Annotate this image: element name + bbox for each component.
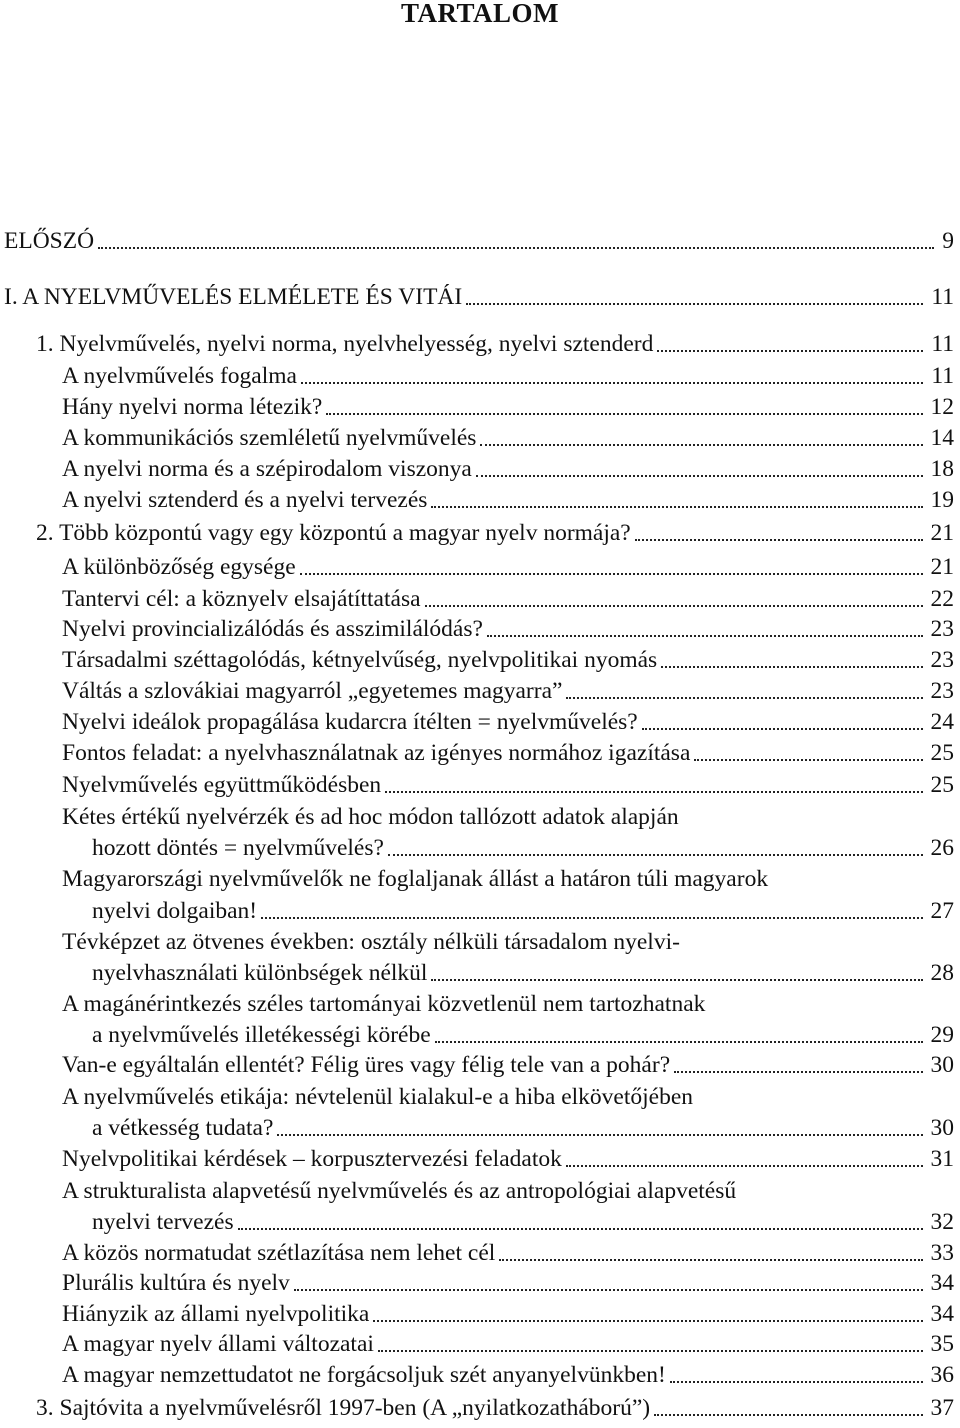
toc-dot-leader — [300, 573, 923, 575]
toc-dot-leader — [657, 350, 923, 352]
toc-dot-leader — [499, 1259, 923, 1261]
toc-dot-leader — [425, 605, 923, 607]
toc-dot-leader — [674, 1071, 923, 1073]
toc-entry — [0, 1238, 960, 1269]
toc-entry-title: A magánérintkezés széles tartományai közvetlenül nem tartozhatnak — [62, 989, 707, 1020]
toc-entry — [0, 802, 960, 833]
toc-entry-title: 1. Nyelvművelés, nyelvi norma, nyelvhelyesség, nyelvi sztenderd — [36, 329, 655, 360]
toc-entry-title: ELŐSZÓ — [4, 226, 96, 257]
toc-dot-leader — [373, 1320, 923, 1322]
toc-entry-page-number: 26 — [927, 833, 955, 864]
toc-entry — [0, 226, 960, 257]
toc-entry — [0, 361, 960, 392]
toc-entry-page-number: 21 — [927, 518, 955, 549]
toc-entry-page-number: 24 — [927, 707, 955, 738]
toc-entry-page-number: 27 — [927, 896, 955, 927]
toc-dot-leader — [277, 1134, 923, 1136]
toc-entry — [0, 1144, 960, 1175]
toc-entry-title: a vétkesség tudata? — [92, 1113, 275, 1144]
toc-entry-title: A kommunikációs szemléletű nyelvművelés — [62, 423, 478, 454]
toc-entry-title: I. A NYELVMŰVELÉS ELMÉLETE ÉS VITÁI — [4, 282, 464, 313]
toc-entry-title: A strukturalista alapvetésű nyelvművelés és az antropológiai alapvetésű — [62, 1176, 738, 1207]
toc-dot-leader — [566, 1165, 923, 1167]
toc-entry — [0, 1207, 960, 1238]
toc-entry-title: A nyelvművelés etikája: névtelenül kialakul-e a hiba elkövetőjében — [62, 1082, 695, 1113]
toc-entry-page-number: 31 — [927, 1144, 955, 1175]
toc-entry-title: A magyar nyelv állami változatai — [62, 1329, 376, 1360]
toc-entry-title: Nyelvpolitikai kérdések – korpusztervezési feladatok — [62, 1144, 564, 1175]
toc-entry — [0, 738, 960, 769]
toc-entry — [0, 1113, 960, 1144]
toc-entry-page-number: 34 — [927, 1299, 955, 1330]
toc-dot-leader — [566, 697, 923, 699]
toc-entry-title: Nyelvművelés együttműködésben — [62, 770, 383, 801]
toc-entry-page-number: 18 — [927, 454, 955, 485]
toc-entry-page-number: 19 — [927, 485, 955, 516]
toc-dot-leader — [431, 506, 923, 508]
toc-entry — [0, 989, 960, 1020]
toc-entry-page-number: 37 — [927, 1393, 955, 1424]
toc-entry — [0, 1329, 960, 1360]
toc-dot-leader — [654, 1414, 923, 1416]
toc-entry — [0, 1082, 960, 1113]
toc-dot-leader — [98, 247, 934, 249]
toc-entry-title: Magyarországi nyelvművelők ne foglaljanak állást a határon túli magyarok — [62, 864, 770, 895]
toc-entry-title: nyelvi tervezés — [92, 1207, 236, 1238]
toc-entry-title: Kétes értékű nyelvérzék és ad hoc módon tallózott adatok alapján — [62, 802, 681, 833]
toc-entry — [0, 958, 960, 989]
toc-dot-leader — [238, 1228, 923, 1230]
toc-entry — [0, 864, 960, 895]
toc-entry-page-number: 32 — [927, 1207, 955, 1238]
toc-dot-leader — [326, 413, 923, 415]
toc-entry-title: Hány nyelvi norma létezik? — [62, 392, 324, 423]
toc-entry — [0, 1176, 960, 1207]
toc-entry-title: Van-e egyáltalán ellentét? Félig üres vagy félig tele van a pohár? — [62, 1050, 672, 1081]
toc-entry — [0, 1393, 960, 1424]
toc-dot-leader — [635, 539, 923, 541]
toc-entry — [0, 614, 960, 645]
toc-dot-leader — [435, 1041, 923, 1043]
toc-entry-page-number: 25 — [927, 770, 955, 801]
toc-entry-page-number: 11 — [927, 361, 954, 392]
toc-entry — [0, 676, 960, 707]
toc-entry — [0, 1299, 960, 1330]
toc-entry-page-number: 25 — [927, 738, 955, 769]
toc-entry — [0, 833, 960, 864]
toc-entry-page-number: 12 — [927, 392, 955, 423]
toc-entry-title: A nyelvi sztenderd és a nyelvi tervezés — [62, 485, 429, 516]
page-title: TARTALOM — [400, 0, 560, 28]
toc-entry-title: Tévképzet az ötvenes években: osztály nélküli társadalom nyelvi- — [62, 927, 682, 958]
toc-entry — [0, 1360, 960, 1391]
toc-entry-page-number: 22 — [927, 584, 955, 615]
toc-dot-leader — [388, 854, 923, 856]
toc-entry-page-number: 29 — [927, 1020, 955, 1051]
toc-dot-leader — [694, 759, 923, 761]
toc-entry — [0, 896, 960, 927]
toc-entry-page-number: 36 — [927, 1360, 955, 1391]
toc-entry-title: A nyelvi norma és a szépirodalom viszonya — [62, 454, 474, 485]
toc-entry-title: Fontos feladat: a nyelvhasználatnak az igényes normához igazítása — [62, 738, 692, 769]
toc-entry-page-number: 30 — [927, 1050, 955, 1081]
toc-entry-page-number: 34 — [927, 1268, 955, 1299]
toc-entry-title: Plurális kultúra és nyelv — [62, 1268, 292, 1299]
toc-dot-leader — [642, 728, 923, 730]
toc-dot-leader — [294, 1289, 923, 1291]
toc-entry-title: A közös normatudat szétlazítása nem lehet cél — [62, 1238, 497, 1269]
toc-entry — [0, 1268, 960, 1299]
toc-entry-title: Nyelvi provincializálódás és asszimilálódás? — [62, 614, 485, 645]
toc-entry — [0, 282, 960, 313]
toc-entry — [0, 770, 960, 801]
toc-dot-leader — [487, 635, 923, 637]
toc-entry-title: A különbözőség egysége — [62, 552, 298, 583]
toc-entry — [0, 329, 960, 360]
toc-entry — [0, 645, 960, 676]
toc-entry — [0, 454, 960, 485]
toc-dot-leader — [670, 1381, 923, 1383]
toc-entry-title: Társadalmi széttagolódás, kétnyelvűség, nyelvpolitikai nyomás — [62, 645, 659, 676]
toc-entry — [0, 552, 960, 583]
toc-entry-title: Tantervi cél: a köznyelv elsajátíttatása — [62, 584, 423, 615]
toc-entry-page-number: 30 — [927, 1113, 955, 1144]
toc-entry-page-number: 28 — [927, 958, 955, 989]
toc-entry-title: hozott döntés = nyelvművelés? — [92, 833, 386, 864]
toc-entry — [0, 1020, 960, 1051]
toc-entry-page-number: 23 — [927, 676, 955, 707]
toc-entry-title: Nyelvi ideálok propagálása kudarcra ítélten = nyelvművelés? — [62, 707, 640, 738]
toc-entry-title: 3. Sajtóvita a nyelvművelésről 1997-ben (A „nyilatkozatháború”) — [36, 1393, 652, 1424]
toc-entry — [0, 518, 960, 549]
toc-entry-page-number: 33 — [927, 1238, 955, 1269]
toc-dot-leader — [480, 444, 923, 446]
toc-entry-title: A magyar nemzettudatot ne forgácsoljuk szét anyanyelvünkben! — [62, 1360, 668, 1391]
toc-entry-page-number: 35 — [927, 1329, 955, 1360]
toc-dot-leader — [378, 1350, 923, 1352]
toc-entry-page-number: 23 — [927, 645, 955, 676]
toc-entry — [0, 927, 960, 958]
toc-entry — [0, 707, 960, 738]
toc-dot-leader — [466, 303, 923, 305]
toc-entry-page-number: 23 — [927, 614, 955, 645]
toc-dot-leader — [385, 791, 923, 793]
toc-entry — [0, 392, 960, 423]
toc-entry — [0, 584, 960, 615]
toc-entry-page-number: 9 — [938, 226, 954, 257]
toc-dot-leader — [301, 382, 923, 384]
toc-entry-title: nyelvi dolgaiban! — [92, 896, 259, 927]
toc-entry-page-number: 21 — [927, 552, 955, 583]
toc-entry-title: Váltás a szlovákiai magyarról „egyetemes magyarra” — [62, 676, 564, 707]
toc-dot-leader — [476, 475, 923, 477]
toc-entry-page-number: 11 — [927, 282, 954, 313]
toc-entry-title: a nyelvművelés illetékességi körébe — [92, 1020, 433, 1051]
toc-dot-leader — [431, 979, 923, 981]
toc-entry-page-number: 11 — [927, 329, 954, 360]
toc-entry — [0, 1050, 960, 1081]
toc-entry — [0, 423, 960, 454]
toc-entry-title: nyelvhasználati különbségek nélkül — [92, 958, 429, 989]
toc-entry-page-number: 14 — [927, 423, 955, 454]
toc-dot-leader — [661, 666, 923, 668]
toc-entry-title: A nyelvművelés fogalma — [62, 361, 299, 392]
toc-entry-title: 2. Több központú vagy egy központú a magyar nyelv normája? — [36, 518, 633, 549]
toc-dot-leader — [261, 917, 923, 919]
toc-entry — [0, 485, 960, 516]
toc-entry-title: Hiányzik az állami nyelvpolitika — [62, 1299, 371, 1330]
